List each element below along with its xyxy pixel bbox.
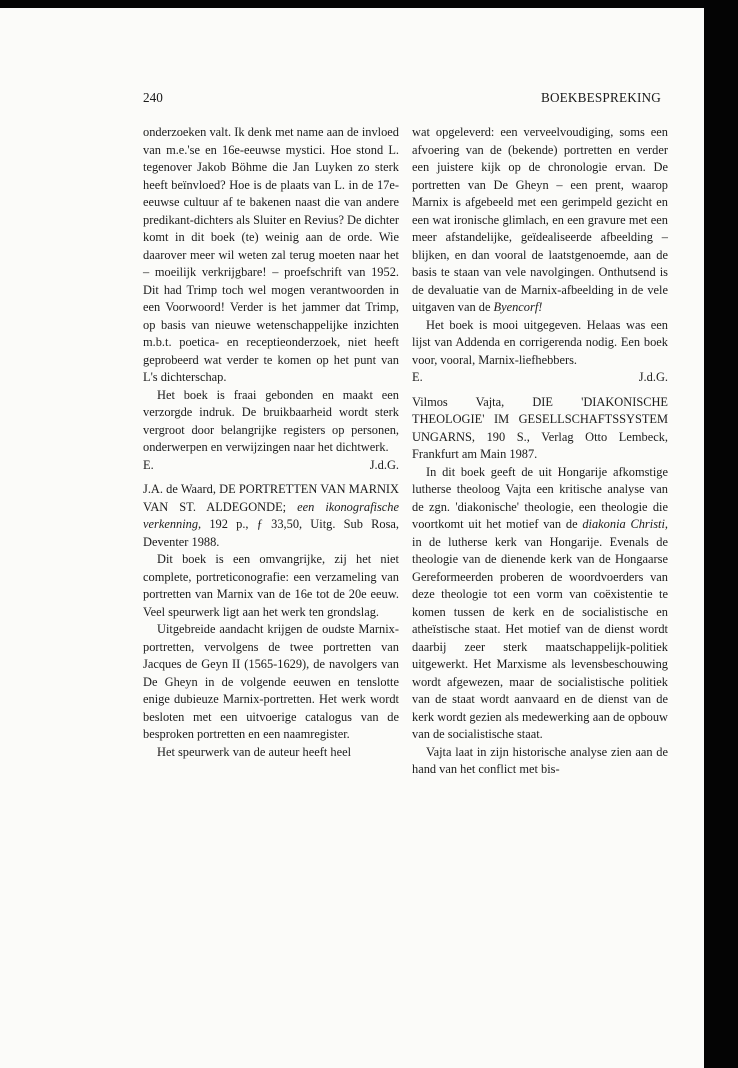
signature-author: J.d.G.: [369, 457, 399, 472]
paragraph-text: wat opgeleverd: een verveelvoudiging, soms een afvoering van de (bekende) portretten en verder een juistere kijk op de chronologie ervan. De portretten van De Gheyn – een prent, waarop Marnix is afgebeeld met een gerimpeld gezicht en een wat ironische glimlach, en een gravure met een meer afstandelijke, geïdealiseerde afbeelding – blijken, en dan vooral de laatstgenoemde, aan de basis te staan van vele navolgingen. Onthutsend is de devaluatie van de Marnix-afbeelding in de vele uitgaven van de: [412, 125, 668, 314]
right-column: [412, 124, 668, 779]
paragraph: [412, 124, 668, 317]
scan-border-top: [0, 0, 738, 8]
paragraph-text: in de lutherse kerk van Hongarije. Evenals de theologie van de dienende kerk van de Hongaarse Gereformeerden proberen de woordvoerders van deze theologie tot een vorm van coëxistentie te komen tussen de kerk en de socialistische en atheïstische staat. Het motief van de dienst wordt daarbij zeer sterk maatschappelijk-politiek uitgewerkt. Het Marxisme als levensbeschouwing wordt afgewezen, maar de socialistische politiek van de staat wordt aanvaard en de dienst van de kerk wordt gezien als medewerking aan de opbouw van de socialistische staat.: [412, 534, 668, 741]
bib-text: J.A. de Waard, DE PORTRETTEN VAN MARNIX VAN ST. ALDEGONDE;: [143, 482, 399, 514]
signature-initial: E.: [143, 457, 154, 472]
paragraph: Vajta laat in zijn historische analyse zien aan de hand van het conflict met bis-: [412, 744, 668, 776]
latin-term: diakonia Christi,: [582, 517, 668, 531]
paragraph-text: In dit boek geeft de uit Hongarije afkomstige lutherse theoloog Vajta een kritische analyse van de zgn. 'diakonische' theologie, een theologie die voortkomt uit het motief van de: [412, 464, 668, 531]
scan-border-right: [704, 0, 738, 1068]
paragraph: onderzoeken valt. Ik denk met name aan de invloed van m.e.'se en 16e-eeuwse mystici. Hoe stond L. tegenover Jakob Böhme die Jan Luyken zo sterk heeft beïnvloed? Hoe is de plaats van L. in de 17e-eeuwse cultuur af te bakenen naast die van andere predikant-dichters als Sluiter en Revius? De dichter komt in dit boek (te) weinig aan de orde. Wie daarover meer wil weten zal terug moeten naar het – moeilijk verkrijgbare! – proefschrift van 1952. Dit had Trimp toch wel mogen verantwoorden in een Voorwoord! Verder is het jammer dat Trimp, op basis van nieuwe wetenschappelijke inzichten m.b.t. poetica- en receptieonderzoek, niet heeft geprobeerd wat verder te komen op het punt van L's dichterschap.: [143, 125, 399, 384]
review-signature: [143, 457, 399, 475]
paragraph: Het speurwerk van de auteur heeft heel: [157, 744, 352, 759]
book-title: Byencorf!: [493, 300, 543, 314]
bibliographic-entry: Vilmos Vajta, DIE 'DIAKONISCHE THEOLOGIE' IM GESELLSCHAFTSSYSTEM UNGARNS, 190 S., Verlag Otto Lembeck, Frankfurt am Main 1987.: [412, 394, 668, 461]
page-header: [143, 90, 661, 110]
paragraph: Uitgebreide aandacht krijgen de oudste Marnix-portretten, vervolgens de twee portretten van Jacques de Geyn II (1565-1629), de navolgers van De Gheyn in de volgende eeuwen en tenslotte enige dubieuze Marnix-portretten. Het werk wordt besloten met een uitvoerige catalogus van de besproken portretten en een naamregister.: [143, 622, 399, 741]
signature-initial: E.: [412, 370, 423, 384]
page-number: 240: [143, 90, 163, 105]
bib-subtitle: een ikonografische verkenning,: [143, 499, 399, 531]
paragraph: [412, 464, 668, 744]
running-title: BOEKBESPREKING: [540, 90, 661, 105]
paragraph: Het boek is fraai gebonden en maakt een verzorgde indruk. De bruikbaarheid wordt sterk vergroot door belangrijke registers op personen, onderwerpen en verwijzingen naar het dichtwerk.: [143, 387, 399, 454]
bib-text: 192 p., ƒ 33,50, Uitg. Sub Rosa, Deventer 1988.: [143, 517, 399, 549]
paragraph: Het boek is mooi uitgegeven. Helaas was een lijst van Addenda en corrigerenda nodig. Een boek voor, vooral, Marnix-liefhebbers.: [412, 317, 668, 367]
bibliographic-entry: [143, 481, 399, 551]
left-column: [143, 124, 399, 761]
signature-author: J.d.G.: [638, 370, 668, 384]
review-signature: [412, 369, 668, 387]
paragraph: Dit boek is een omvangrijke, zij het niet complete, portreticonografie: een verzameling van portretten van Marnix van de 16e tot de 20e eeuw. Veel speurwerk ligt aan het werk ten grondslag.: [143, 552, 399, 619]
